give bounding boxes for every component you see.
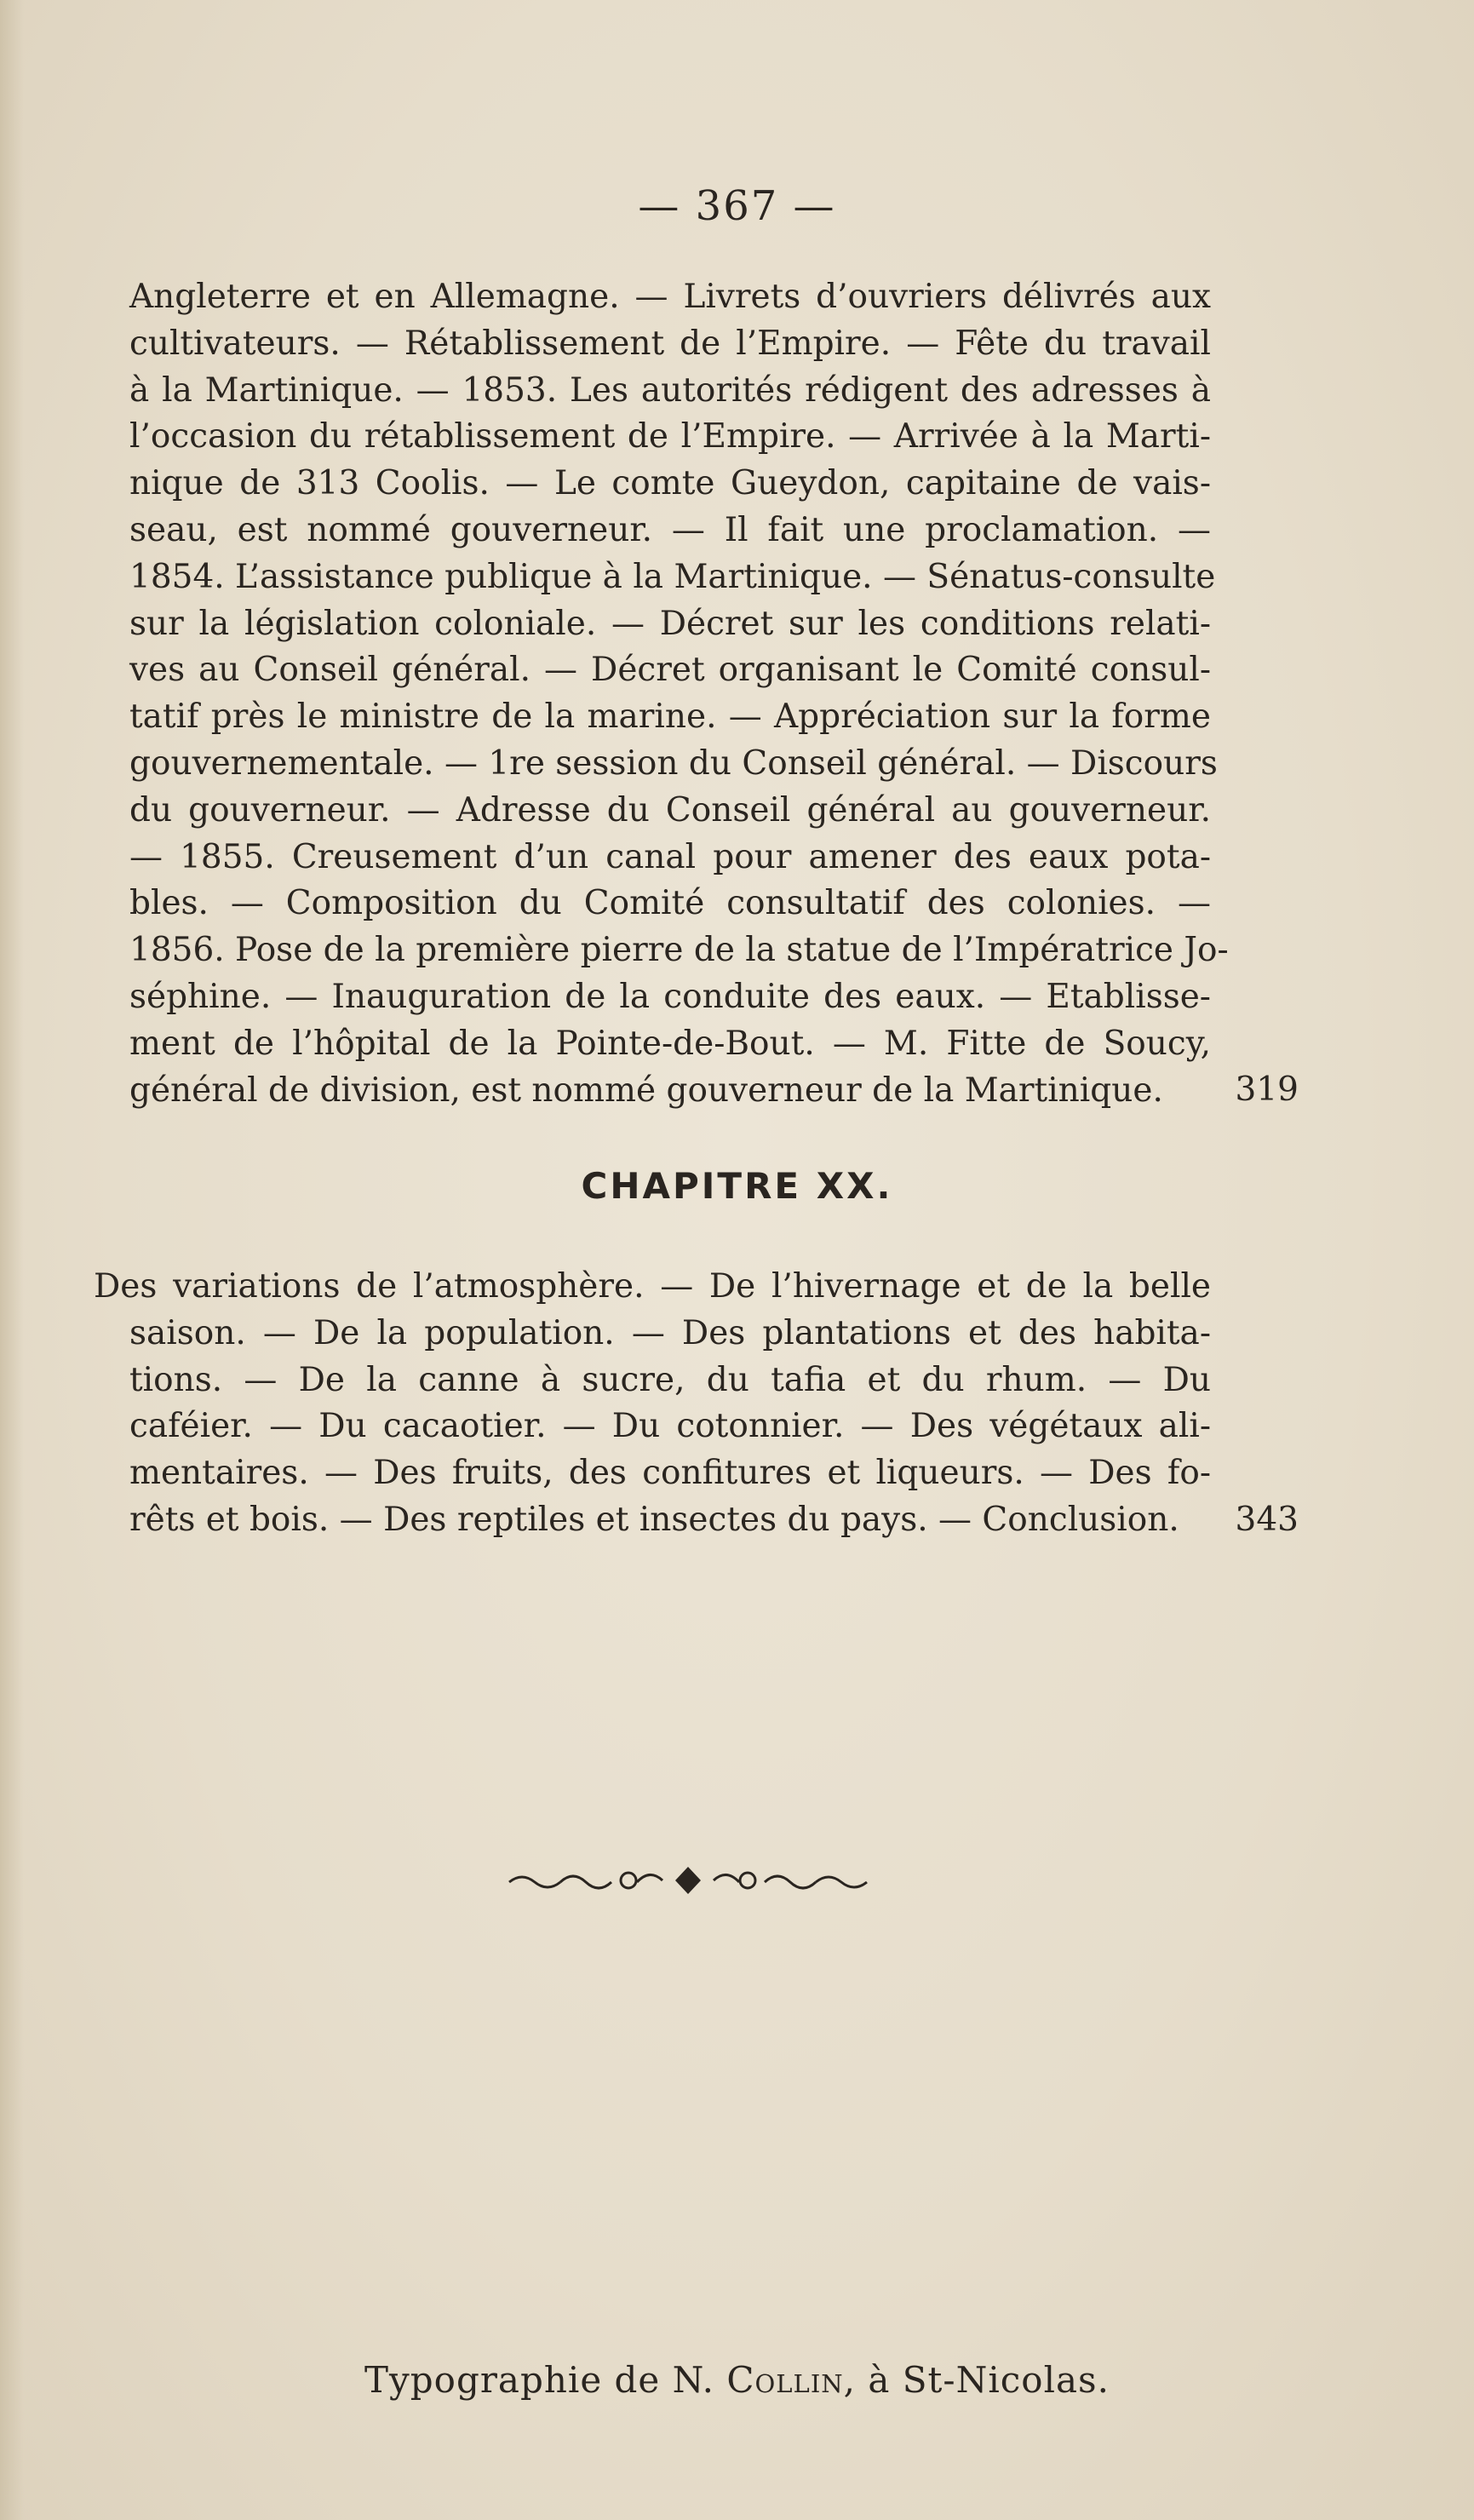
toc-line: bles. — Composition du Comité consultatif des colonies. — [129, 884, 1211, 923]
imprint-prefix: Typographie de N. [364, 2359, 727, 2401]
toc-line: mentaires. — Des fruits, des confitures et liqueurs. — Des fo- [129, 1454, 1211, 1493]
toc-line: Angleterre et en Allemagne. — Livrets d’ouvriers délivrés aux [129, 278, 1211, 316]
toc-line: l’occasion du rétablissement de l’Empire. — Arrivée à la Marti- [129, 417, 1211, 456]
toc-line: tatif près le ministre de la marine. — Appréciation sur la forme [129, 697, 1211, 737]
toc-line: 1854. L’assistance publique à la Martinique. — Sénatus-consulte [129, 557, 1216, 596]
page-number: — 367 — [638, 182, 836, 230]
chapter-title: CHAPITRE XX. [581, 1165, 893, 1207]
toc-line: rêts et bois. — Des reptiles et insectes du pays. — Conclusion. [129, 1500, 1179, 1539]
toc-line: saison. — De la population. — Des plantations et des habita- [129, 1313, 1211, 1352]
toc-line: sur la législation coloniale. — Décret sur les conditions relati- [129, 604, 1211, 643]
imprint-suffix: , à St-Nicolas. [843, 2359, 1110, 2401]
toc-entry-chapter-19 [129, 274, 1229, 1114]
toc-line: 1856. Pose de la première pierre de la statue de l’Impératrice Jo- [129, 931, 1229, 970]
toc-line: ves au Conseil général. — Décret organisant le Comité consul- [129, 651, 1211, 690]
toc-line: — 1855. Creusement d’un canal pour amener des eaux pota- [129, 837, 1211, 876]
toc-line: Des variations de l’atmosphère. — De l’hivernage et de la belle [94, 1267, 1211, 1306]
page-ref-343: 343 [1235, 1501, 1299, 1539]
toc-line: du gouverneur. — Adresse du Conseil général au gouverneur. [129, 790, 1211, 829]
imprint-name: Collin [726, 2359, 844, 2401]
toc-entry-chapter-20 [94, 1264, 1211, 1544]
toc-line: général de division, est nommé gouverneur de la Martinique. [129, 1071, 1163, 1110]
toc-line: caféier. — Du cacaotier. — Du cotonnier. — Des végétaux ali- [129, 1407, 1211, 1446]
page-ref-319: 319 [1235, 1071, 1299, 1109]
toc-line: gouvernementale. — 1re session du Conseil général. — Discours [129, 743, 1218, 783]
toc-line: seau, est nommé gouverneur. — Il fait une proclamation. — [129, 510, 1211, 549]
toc-line: séphine. — Inauguration de la conduite des eaux. — Etablisse- [129, 977, 1211, 1016]
toc-line: nique de 313 Coolis. — Le comte Gueydon, capitaine de vais- [129, 464, 1211, 503]
toc-line: tions. — De la canne à sucre, du tafia et du rhum. — Du [129, 1360, 1211, 1399]
printer-imprint [0, 2359, 1474, 2401]
ornament-divider [501, 1863, 875, 1897]
page-edge-shadow [0, 0, 24, 2520]
toc-line: ment de l’hôpital de la Pointe-de-Bout. — M. Fitte de Soucy, [129, 1024, 1211, 1063]
toc-line: à la Martinique. — 1853. Les autorités rédigent des adresses à [129, 370, 1211, 410]
toc-line: cultivateurs. — Rétablissement de l’Empire. — Fête du travail [129, 324, 1211, 363]
